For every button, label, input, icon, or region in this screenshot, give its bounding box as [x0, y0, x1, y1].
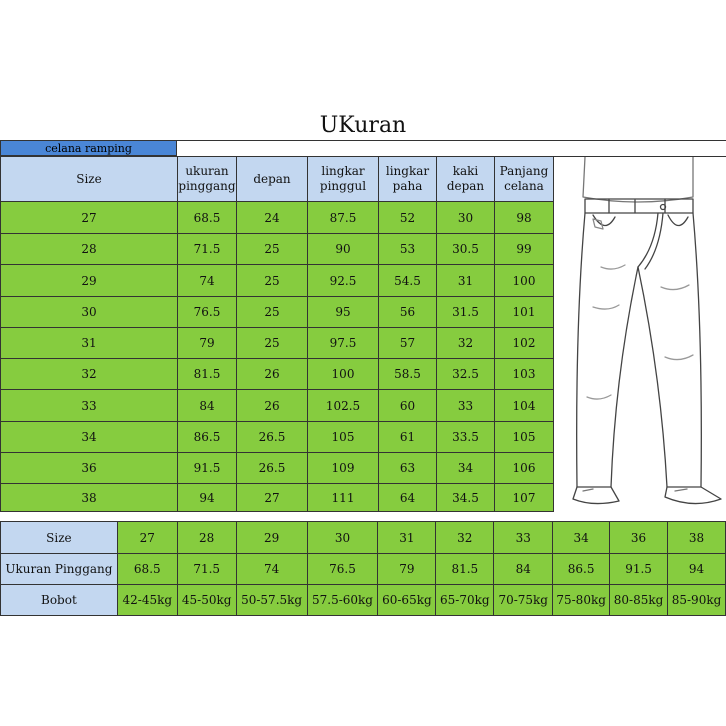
- table-cell: 91.5: [178, 453, 237, 484]
- table-cell: 28: [1, 234, 178, 265]
- table-cell: 33.5: [437, 422, 495, 453]
- table-cell: 84: [178, 390, 237, 422]
- table-cell: 91.5: [610, 554, 668, 585]
- table-cell: 33: [494, 522, 553, 554]
- table-cell: 104: [495, 390, 554, 422]
- table-cell: 27: [1, 202, 178, 234]
- table-cell: 25: [237, 234, 308, 265]
- table-cell: 95: [308, 297, 379, 328]
- table-cell: 57: [379, 328, 437, 359]
- table-row: [1, 554, 726, 585]
- table-cell: 68.5: [178, 202, 237, 234]
- table-cell: 25: [237, 265, 308, 297]
- page-title: UKuran: [319, 113, 407, 138]
- table-cell: 71.5: [178, 234, 237, 265]
- table-cell: 33: [437, 390, 495, 422]
- table-cell: 26: [237, 359, 308, 390]
- table-cell: 106: [495, 453, 554, 484]
- table-cell: 30.5: [437, 234, 495, 265]
- table-cell: 52: [379, 202, 437, 234]
- table-cell: 85-90kg: [668, 585, 726, 616]
- table-cell: 28: [177, 522, 236, 554]
- table-cell: 102.5: [308, 390, 379, 422]
- table-cell: 79: [378, 554, 436, 585]
- table-cell: 111: [308, 484, 379, 512]
- table-cell: 34: [553, 522, 610, 554]
- table-cell: 50-57.5kg: [236, 585, 307, 616]
- table-cell: 31: [378, 522, 436, 554]
- table-cell: 30: [1, 297, 178, 328]
- table-row: [1, 522, 726, 554]
- table-cell: 71.5: [177, 554, 236, 585]
- table-cell: 33: [1, 390, 178, 422]
- row-label: Size: [1, 522, 118, 554]
- jeans-illustration: [553, 156, 726, 506]
- table-cell: 38: [668, 522, 726, 554]
- table-cell: 32: [1, 359, 178, 390]
- table-cell: 32: [436, 522, 494, 554]
- table-cell: 107: [495, 484, 554, 512]
- table-cell: 32.5: [437, 359, 495, 390]
- table-cell: 29: [236, 522, 307, 554]
- weight-table: [0, 521, 726, 616]
- table-cell: 100: [495, 265, 554, 297]
- row-label: Bobot: [1, 585, 118, 616]
- column-header: Panjang celana: [495, 157, 554, 202]
- table-cell: 65-70kg: [436, 585, 494, 616]
- column-header: lingkar paha: [379, 157, 437, 202]
- table-cell: 105: [495, 422, 554, 453]
- table-cell: 42-45kg: [117, 585, 177, 616]
- table-cell: 76.5: [307, 554, 378, 585]
- table-cell: 30: [437, 202, 495, 234]
- table-header-row: [1, 157, 554, 202]
- table-cell: 27: [237, 484, 308, 512]
- table-cell: 60: [379, 390, 437, 422]
- column-header: Size: [1, 157, 178, 202]
- table-cell: 36: [1, 453, 178, 484]
- table-cell: 29: [1, 265, 178, 297]
- table-row: [1, 585, 726, 616]
- table-cell: 26: [237, 390, 308, 422]
- table-cell: 94: [668, 554, 726, 585]
- table-cell: 81.5: [436, 554, 494, 585]
- table-cell: 57.5-60kg: [307, 585, 378, 616]
- table-cell: 31: [1, 328, 178, 359]
- table-cell: 99: [495, 234, 554, 265]
- table-row: [1, 234, 554, 265]
- table-cell: 26.5: [237, 422, 308, 453]
- table-cell: 76.5: [178, 297, 237, 328]
- table-cell: 36: [610, 522, 668, 554]
- row-label: Ukuran Pinggang: [1, 554, 118, 585]
- table-cell: 45-50kg: [177, 585, 236, 616]
- table-cell: 94: [178, 484, 237, 512]
- table-cell: 79: [178, 328, 237, 359]
- table-cell: 32: [437, 328, 495, 359]
- table-cell: 61: [379, 422, 437, 453]
- column-header: depan: [237, 157, 308, 202]
- table-cell: 64: [379, 484, 437, 512]
- jeans-icon: [553, 157, 726, 506]
- size-table: [0, 156, 554, 512]
- table-cell: 58.5: [379, 359, 437, 390]
- table-cell: 31.5: [437, 297, 495, 328]
- table-cell: 84: [494, 554, 553, 585]
- table-cell: 109: [308, 453, 379, 484]
- table-cell: 34: [1, 422, 178, 453]
- divider: [177, 140, 726, 141]
- table-cell: 74: [236, 554, 307, 585]
- table-cell: 101: [495, 297, 554, 328]
- table-row: [1, 265, 554, 297]
- table-cell: 81.5: [178, 359, 237, 390]
- table-cell: 34.5: [437, 484, 495, 512]
- table-cell: 25: [237, 297, 308, 328]
- table-cell: 68.5: [117, 554, 177, 585]
- category-tag: celana ramping: [0, 140, 177, 156]
- table-cell: 30: [307, 522, 378, 554]
- column-header: ukuran pinggang: [178, 157, 237, 202]
- table-cell: 103: [495, 359, 554, 390]
- table-cell: 75-80kg: [553, 585, 610, 616]
- table-cell: 86.5: [178, 422, 237, 453]
- table-cell: 53: [379, 234, 437, 265]
- column-header: kaki depan: [437, 157, 495, 202]
- table-row: [1, 359, 554, 390]
- table-cell: 70-75kg: [494, 585, 553, 616]
- table-row: [1, 484, 554, 512]
- table-cell: 26.5: [237, 453, 308, 484]
- table-row: [1, 297, 554, 328]
- table-cell: 24: [237, 202, 308, 234]
- table-row: [1, 422, 554, 453]
- table-cell: 102: [495, 328, 554, 359]
- table-cell: 31: [437, 265, 495, 297]
- table-cell: 86.5: [553, 554, 610, 585]
- table-cell: 25: [237, 328, 308, 359]
- table-cell: 56: [379, 297, 437, 328]
- table-cell: 34: [437, 453, 495, 484]
- table-cell: 87.5: [308, 202, 379, 234]
- table-cell: 97.5: [308, 328, 379, 359]
- table-cell: 100: [308, 359, 379, 390]
- table-cell: 63: [379, 453, 437, 484]
- table-cell: 80-85kg: [610, 585, 668, 616]
- table-cell: 27: [117, 522, 177, 554]
- table-cell: 54.5: [379, 265, 437, 297]
- table-cell: 90: [308, 234, 379, 265]
- table-cell: 92.5: [308, 265, 379, 297]
- table-cell: 105: [308, 422, 379, 453]
- table-row: [1, 202, 554, 234]
- table-cell: 60-65kg: [378, 585, 436, 616]
- table-cell: 38: [1, 484, 178, 512]
- table-row: [1, 328, 554, 359]
- column-header: lingkar pinggul: [308, 157, 379, 202]
- table-row: [1, 390, 554, 422]
- table-cell: 74: [178, 265, 237, 297]
- table-cell: 98: [495, 202, 554, 234]
- table-row: [1, 453, 554, 484]
